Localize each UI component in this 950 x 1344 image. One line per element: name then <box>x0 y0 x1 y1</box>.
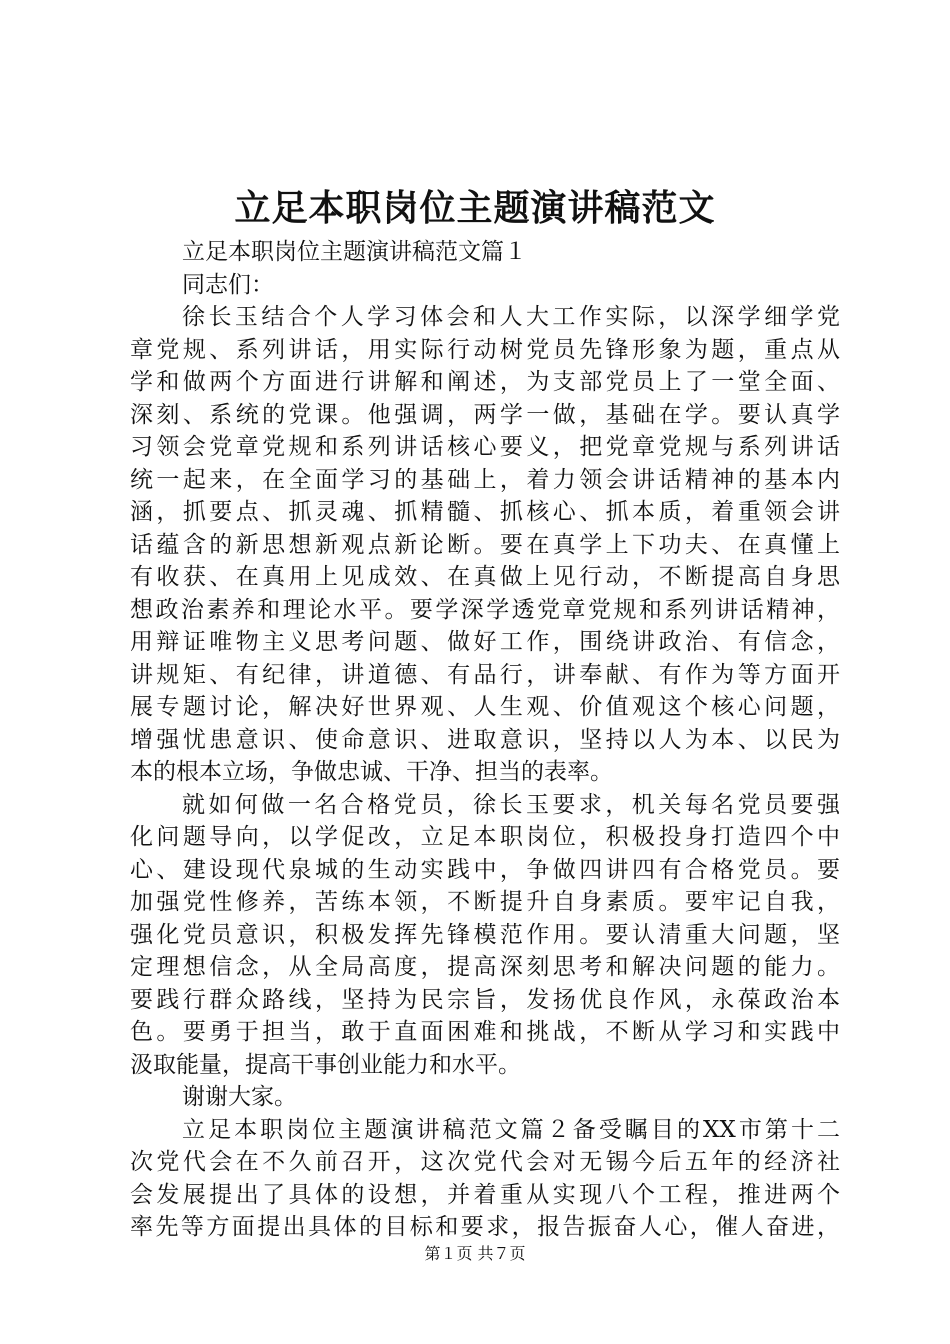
text-line: 加强党性修养，苦练本领，不断提升自身素质。要牢记自我， <box>130 889 840 915</box>
text-line: 有收获、在真用上见成效、在真做上见行动，不断提高自身思 <box>130 564 840 590</box>
text-line: 次党代会在不久前召开，这次党代会对无锡今后五年的经济社 <box>130 1149 840 1175</box>
text-line: 要践行群众路线，坚持为民宗旨，发扬优良作风，永葆政治本 <box>130 986 840 1013</box>
text-line: 深刻、系统的党课。他强调，两学一做，基础在学。要认真学 <box>130 401 840 428</box>
text-line: 学和做两个方面进行讲解和阐述，为支部党员上了一堂全面、 <box>130 369 840 395</box>
text-line: 色。要勇于担当，敢于直面困难和挑战，不断从学习和实践中 <box>130 1019 840 1045</box>
text-line: 定理想信念，从全局高度，提高深刻思考和解决问题的能力。 <box>130 954 840 980</box>
text-line: 展专题讨论，解决好世界观、人生观、价值观这个核心问题， <box>130 694 840 720</box>
text-line: 同志们： <box>182 271 274 298</box>
text-line: 率先等方面提出具体的目标和要求，报告振奋人心，催人奋进， <box>130 1214 840 1240</box>
text-line: 徐长玉结合个人学习体会和人大工作实际，以深学细学党 <box>182 304 840 330</box>
text-line: 谢谢大家。 <box>182 1084 297 1110</box>
document-body <box>130 236 840 1244</box>
document-title: 立足本职岗位主题演讲稿范文 <box>234 187 716 229</box>
text-line: 化问题导向，以学促改，立足本职岗位，积极投身打造四个中 <box>130 824 840 850</box>
text-line: 统一起来，在全面学习的基础上，着力领会讲话精神的基本内 <box>130 466 840 493</box>
text-line: 本的根本立场，争做忠诚、干净、担当的表率。 <box>130 759 613 785</box>
text-line: 用辩证唯物主义思考问题、做好工作，围绕讲政治、有信念， <box>130 629 840 655</box>
text-line: 习领会党章党规和系列讲话核心要义，把党章党规与系列讲话 <box>130 434 840 460</box>
text-line: 会发展提出了具体的设想，并着重从实现八个工程，推进两个 <box>130 1181 840 1208</box>
text-line: 心、建设现代泉城的生动实践中，争做四讲四有合格党员。要 <box>130 856 840 883</box>
text-line: 强化党员意识，积极发挥先锋模范作用。要认清重大问题，坚 <box>130 921 840 948</box>
text-line: 涵，抓要点、抓灵魂、抓精髓、抓核心、抓本质，着重领会讲 <box>130 499 840 525</box>
page-footer: 第１页 共７页 <box>424 1244 526 1263</box>
text-line: 章党规、系列讲话，用实际行动树党员先锋形象为题，重点从 <box>130 336 840 363</box>
text-line: 就如何做一名合格党员，徐长玉要求，机关每名党员要强 <box>182 791 840 818</box>
text-line: 想政治素养和理论水平。要学深学透党章党规和系列讲话精神， <box>130 596 840 623</box>
text-line: 汲取能量，提高干事创业能力和水平。 <box>130 1051 521 1078</box>
text-line: 立足本职岗位主题演讲稿范文篇２备受瞩目的XX市第十二 <box>182 1116 840 1143</box>
text-line: 增强忧患意识、使命意识、进取意识，坚持以人为本、以民为 <box>130 726 840 753</box>
text-line: 立足本职岗位主题演讲稿范文篇１ <box>182 239 527 265</box>
text-line: 话蕴含的新思想新观点新论断。要在真学上下功夫、在真懂上 <box>130 531 840 558</box>
text-line: 讲规矩、有纪律，讲道德、有品行，讲奉献、有作为等方面开 <box>130 661 840 688</box>
